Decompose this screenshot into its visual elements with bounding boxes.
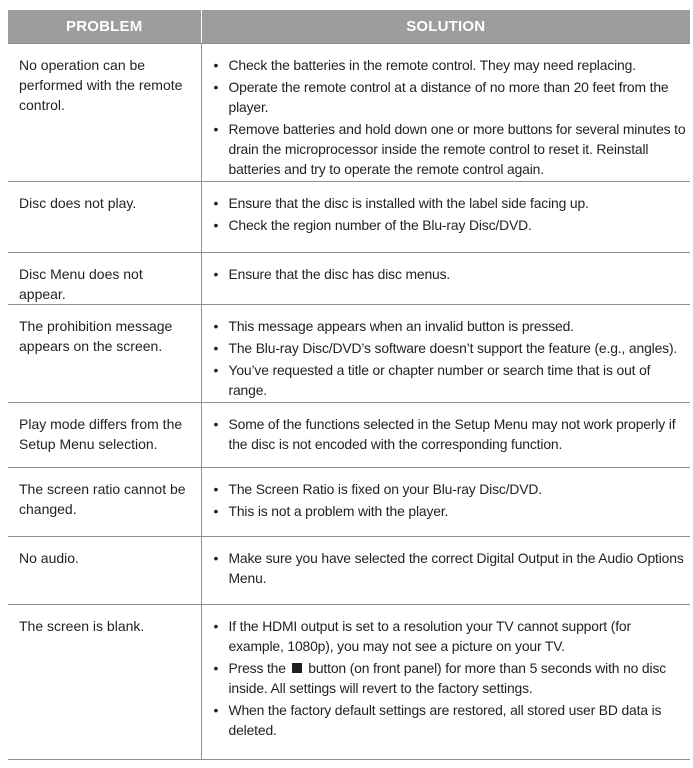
problem-cell: The screen is blank. (8, 605, 201, 760)
solution-item: • The Blu-ray Disc/DVD’s software doesn’t support the feature (e.g., angles). (212, 338, 687, 358)
solution-item: • If the HDMI output is set to a resolution your TV cannot support (for example, 1080p), you may not see a picture on your TV. (212, 616, 687, 656)
solution-cell (201, 605, 690, 760)
solution-item-stop-button (212, 658, 687, 698)
troubleshooting-table (8, 10, 690, 760)
solution-list (212, 264, 687, 284)
problem-cell: Play mode differs from the Setup Menu selection. (8, 403, 201, 468)
problem-cell: The screen ratio cannot be changed. (8, 468, 201, 537)
problem-column-header: PROBLEM (8, 10, 201, 44)
solution-list (212, 316, 687, 400)
table-row (8, 537, 690, 605)
stop-square-icon (292, 663, 302, 673)
solution-cell (201, 403, 690, 468)
solution-item: • Some of the functions selected in the Setup Menu may not work properly if the disc is not encoded with the corresponding function. (212, 414, 687, 454)
header-row (8, 10, 690, 44)
stop-note-prefix: Press the (228, 660, 286, 676)
table-row (8, 182, 690, 253)
solution-item: • Check the batteries in the remote control. They may need replacing. (212, 55, 687, 75)
solution-list (212, 616, 687, 740)
table-row (8, 253, 690, 305)
problem-cell: Disc does not play. (8, 182, 201, 253)
problem-cell: The prohibition message appears on the screen. (8, 305, 201, 403)
solution-item: • This is not a problem with the player. (212, 501, 687, 521)
solution-list (212, 479, 687, 521)
solution-item: • Ensure that the disc has disc menus. (212, 264, 687, 284)
solution-item: • Make sure you have selected the correct Digital Output in the Audio Options Menu. (212, 548, 687, 588)
solution-item: • This message appears when an invalid button is pressed. (212, 316, 687, 336)
troubleshooting-table-container (8, 10, 690, 760)
solution-column-header: SOLUTION (201, 10, 690, 44)
solution-cell (201, 44, 690, 182)
solution-item: • Remove batteries and hold down one or more buttons for several minutes to drain the microprocessor inside the remote control to reset it. Reinstall batteries and try to operate the remote control again. (212, 119, 687, 179)
solution-cell (201, 305, 690, 403)
solution-list (212, 193, 687, 235)
solution-list (212, 414, 687, 454)
solution-cell (201, 182, 690, 253)
solution-item: • When the factory default settings are restored, all stored user BD data is deleted. (212, 700, 687, 740)
solution-item: • Ensure that the disc is installed with the label side facing up. (212, 193, 687, 213)
stop-note-suffix: button (on front panel) for more than 5 seconds with no disc inside. All settings will revert to the factory settings. (228, 660, 667, 696)
solution-item: • You’ve requested a title or chapter number or search time that is out of range. (212, 360, 687, 400)
table-row (8, 605, 690, 760)
table-row (8, 44, 690, 182)
solution-item: • Operate the remote control at a distance of no more than 20 feet from the player. (212, 77, 687, 117)
table-body (8, 44, 690, 760)
solution-list (212, 55, 687, 179)
solution-list (212, 548, 687, 588)
table-row (8, 305, 690, 403)
problem-cell: No audio. (8, 537, 201, 605)
solution-cell (201, 253, 690, 305)
solution-item: • Check the region number of the Blu-ray Disc/DVD. (212, 215, 687, 235)
problem-cell: No operation can be performed with the remote control. (8, 44, 201, 182)
table-header (8, 10, 690, 44)
solution-item: • The Screen Ratio is fixed on your Blu-ray Disc/DVD. (212, 479, 687, 499)
table-row (8, 468, 690, 537)
solution-cell (201, 468, 690, 537)
table-row (8, 403, 690, 468)
solution-cell (201, 537, 690, 605)
problem-cell: Disc Menu does not appear. (8, 253, 201, 305)
